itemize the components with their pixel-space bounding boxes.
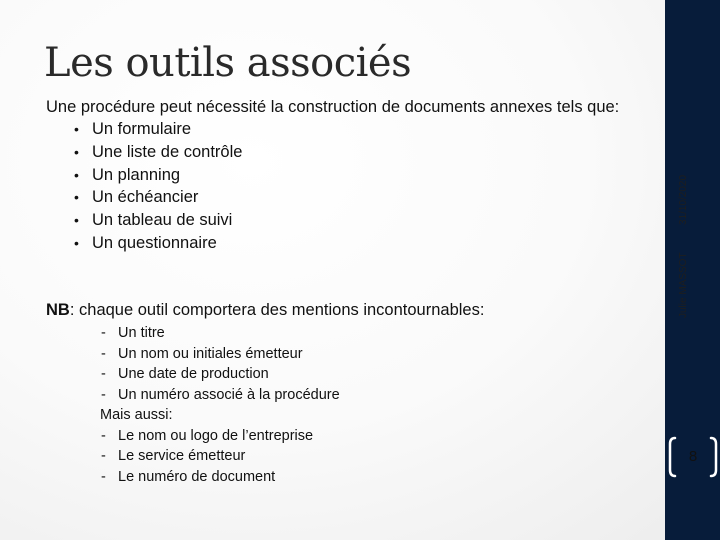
date-text: 31/10/2020 [678,174,689,225]
bullet-icon: • [74,121,79,137]
nb-label: NB [46,301,70,319]
mention-item [100,323,520,344]
mention-text: Un numéro associé à la procédure [118,386,340,403]
bullet-icon: • [74,234,79,251]
list-item [74,118,646,141]
dash-icon: - [101,366,106,382]
list-item-text: Une liste de contrôle [92,142,243,161]
intro-text: Une procédure peut nécessité la construction de documents annexes tels que: [46,98,620,116]
list-item [74,232,646,255]
list-item-text: Un planning [92,165,181,184]
list-item-text: Un questionnaire [92,233,217,252]
also-item [100,446,520,467]
bullet-icon: • [74,189,79,206]
also-text: Le numéro de document [118,468,276,485]
mentions-block [100,323,520,487]
dash-icon: - [101,448,106,464]
intro-block [46,97,646,255]
mention-text: Un titre [118,325,165,341]
also-item [100,426,520,447]
list-item-text: Un tableau de suivi [92,211,233,230]
page-number: 8 [688,448,698,465]
slide-title: Les outils associés [44,40,412,86]
also-label: Mais aussi: [100,407,173,423]
bullet-icon: • [74,143,79,160]
list-item [74,141,646,164]
dash-icon: - [101,468,106,485]
list-item [74,209,646,232]
also-text: Le nom ou logo de l’entreprise [118,427,314,444]
author-text: Julie MASSOT [678,252,689,318]
dash-icon: - [101,427,106,444]
footer-vertical [670,0,710,330]
mention-item [100,385,520,406]
dash-icon: - [101,325,106,341]
list-item [74,186,646,209]
list-item-text: Un échéancier [92,188,199,207]
also-text: Le service émetteur [118,448,246,464]
nb-line [46,300,646,321]
list-item [74,164,646,187]
tools-list [46,118,646,255]
mention-text: Une date de production [118,366,269,382]
dash-icon: - [101,386,106,403]
nb-text: : chaque outil comportera des mentions incontournables: [69,301,485,319]
also-item [100,467,520,488]
list-item-text: Un formulaire [92,120,192,138]
mention-text: Un nom ou initiales émetteur [118,345,303,362]
mention-item [100,344,520,365]
bullet-icon: • [74,212,79,229]
bullet-icon: • [74,166,79,183]
mention-item [100,364,520,385]
page-number-box [667,432,719,484]
dash-icon: - [101,345,106,362]
